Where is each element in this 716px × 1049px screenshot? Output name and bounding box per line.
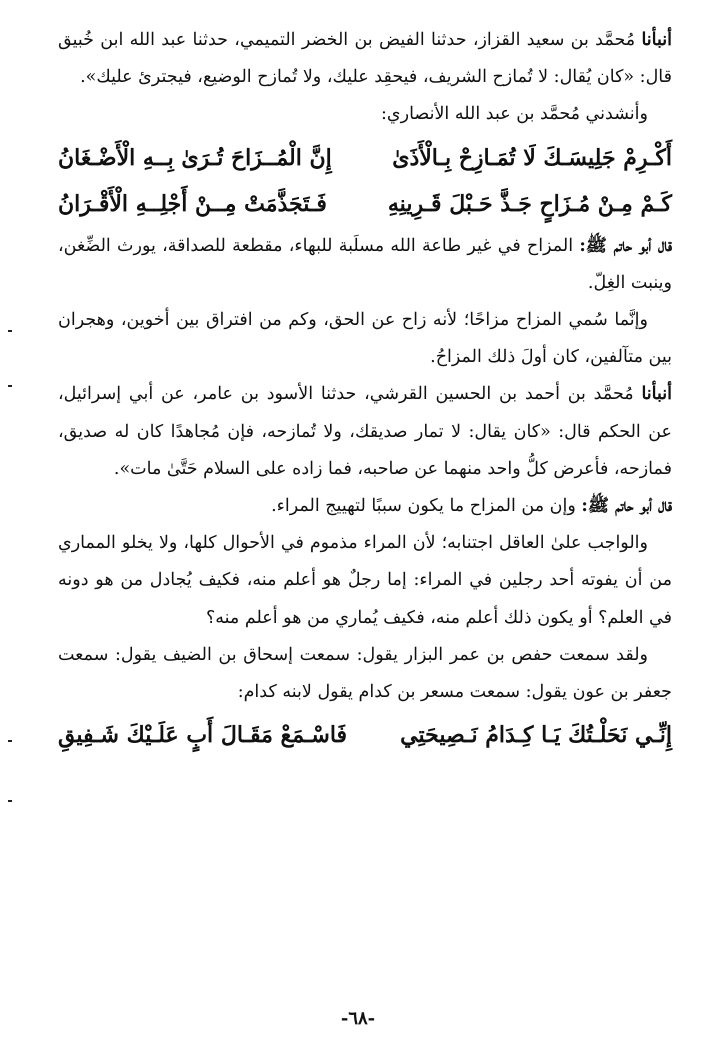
page-number: -٦٨- <box>340 1008 376 1029</box>
paragraph-4 <box>58 302 672 376</box>
verse-second-hemistich: فَاسْـمَعْ مَقَـالَ أَبٍ عَلَـيْكَ شَـفِيقِ <box>58 722 348 749</box>
narration-lead: أنبأنا <box>641 30 672 50</box>
verse-first-hemistich: كَـمْ مِـنْ مُـزَاحٍ جَـذَّ حَـبْلَ قَـرِينِهِ <box>387 190 672 217</box>
paragraph-text: والواجب علىٰ العاقل اجتنابه؛ لأن المراء مذموم في الأحوال كلها، ولا يخلو المماري من أن يفوته أحد رجلين في المراء: إما رجلٌ هو أعلم منه، فكيف يُجادل من هو دونه في العلم؟ أو يكون ذلك أعلم منه، فكيف يُماري من هو أعلم منه؟ <box>58 533 672 628</box>
margin-mark <box>8 385 12 387</box>
narration-lead: قال أبو حاتم ﷺ: <box>581 496 672 517</box>
paragraph-text: وأنشدني مُحمَّد بن عبد الله الأنصاري: <box>381 104 648 125</box>
paragraph-text: وإن من المزاح ما يكون سببًا لتهييج المراء. <box>271 496 582 517</box>
paragraph-8 <box>58 637 672 711</box>
paragraph-5 <box>58 376 672 488</box>
paragraph-1 <box>58 22 672 96</box>
verse-second-hemistich: إِنَّ الْمُــزَاحَ تُـرَىٰ بِــهِ الْأَضْـغَانُ <box>58 144 332 171</box>
paragraph-2 <box>58 96 672 133</box>
verse-line-3 <box>58 713 672 757</box>
paragraph-text: وإنَّما سُمي المزاح مزاحًا؛ لأنه زاح عن الحق، وكم من افتراق بين أخوين، وهجران بين متآلفين، كان أولَ ذلك المزاحُ. <box>58 310 672 368</box>
verse-first-hemistich: إِنِّـي نَحَلْـتُكَ يَـا كِـدَامُ نَـصِيحَتِي <box>400 722 672 749</box>
margin-mark <box>8 330 12 332</box>
paragraph-text: مُحمَّد بن سعيد القزاز، حدثنا الفيض بن الخضر التميمي، حدثنا عبد الله ابن خُبيق قال: «كان يُقال: لا تُمازح الشريف، فيحقِد عليك، ولا تُمازح الوضيع، فيجترئ عليك». <box>58 30 672 88</box>
narration-lead: قال أبو حاتم ﷺ: <box>579 235 672 256</box>
paragraph-3 <box>58 228 672 302</box>
paragraph-7 <box>58 525 672 637</box>
paragraph-text: مُحمَّد بن أحمد بن الحسين القرشي، حدثنا الأسود بن عامر، عن أبي إسرائيل، عن الحكم قال: «كان يقال: لا تمار صديقك، ولا تُمازحه، فإن مُجاهدًا كان له صديق، فمازحه، فأعرض كلُّ واحد منهما عن صاحبه، فما زاده على السلام حَتَّىٰ مات». <box>58 384 672 479</box>
paragraph-6 <box>58 488 672 525</box>
narration-lead: أنبأنا <box>641 384 672 405</box>
paragraph-text: المزاح في غير طاعة الله مسلَبة للبهاء، مقطعة للصداقة، يورث الضِّغن، وينبت الغِلّ. <box>58 235 672 293</box>
margin-mark <box>8 800 12 802</box>
paragraph-text: ولقد سمعت حفص بن عمر البزار يقول: سمعت إسحاق بن الضيف يقول: سمعت جعفر بن عون يقول: سمعت مسعر بن كدام يقول لابنه كدام: <box>58 644 672 703</box>
page-body <box>58 22 672 759</box>
verse-first-hemistich: أَكْـرِمْ جَلِيسَـكَ لَا تُمَـازِحْ بِـالْأَذَىٰ <box>392 144 672 171</box>
verse-line-1 <box>58 136 672 180</box>
verse-line-2 <box>58 182 672 226</box>
margin-mark <box>8 740 12 742</box>
verse-second-hemistich: فَـتَجَذَّمَتْ مِــنْ أَجْلِــهِ الْأَقْـرَانُ <box>58 190 327 217</box>
